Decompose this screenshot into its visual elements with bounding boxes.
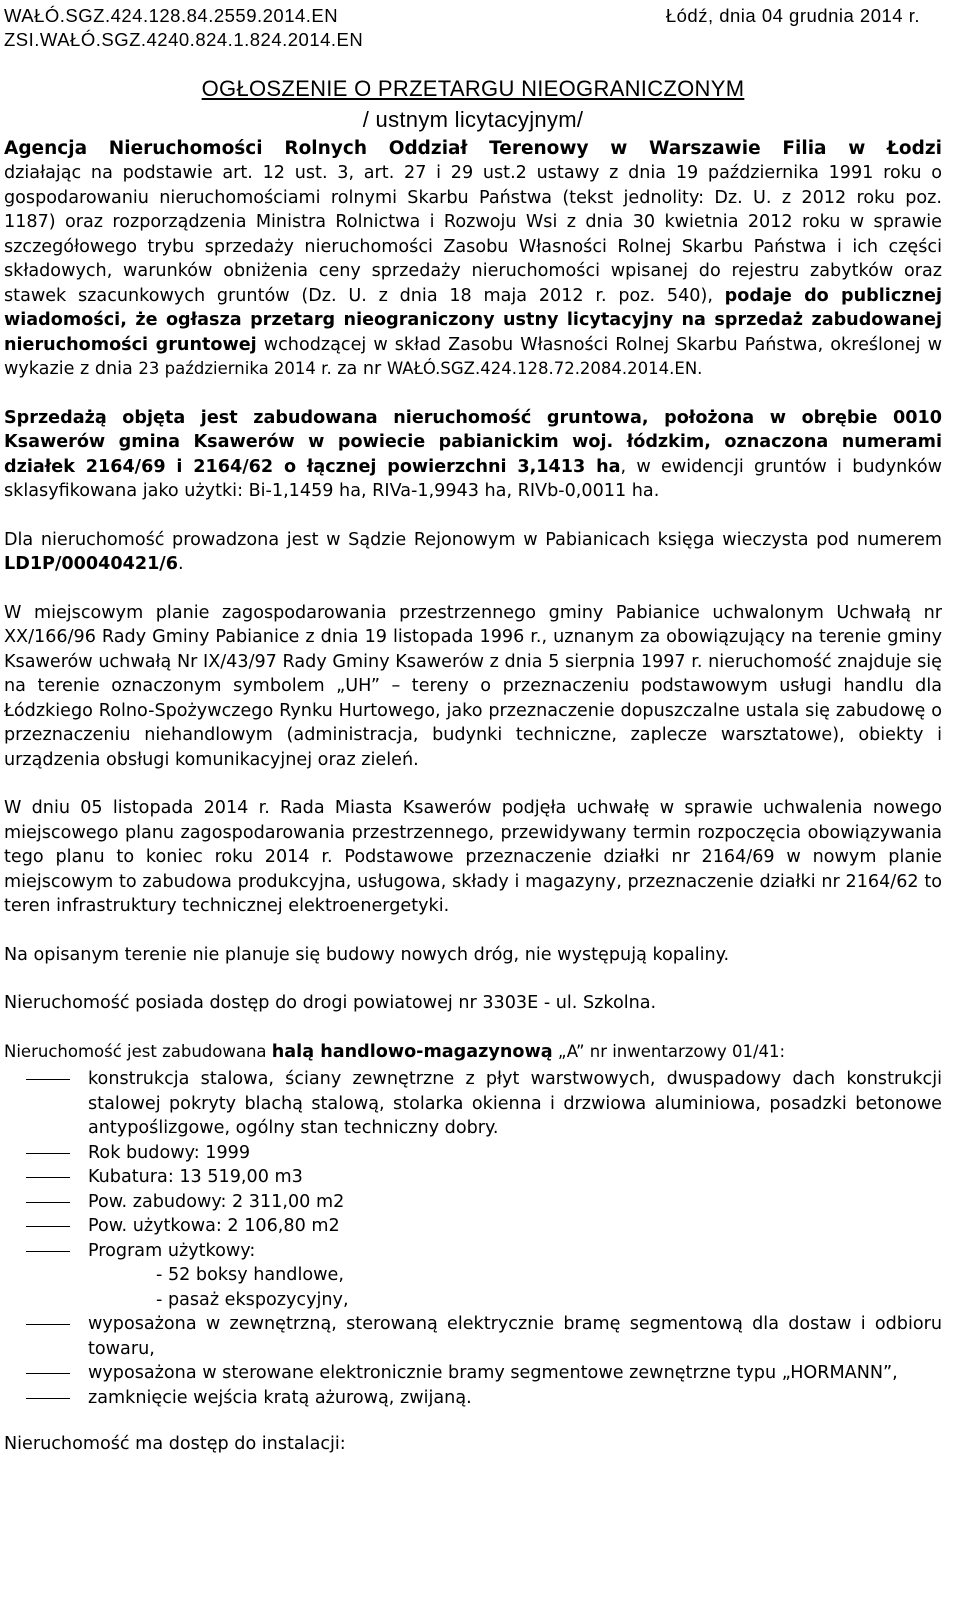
resolution-paragraph: W dniu 05 listopada 2014 r. Rada Miasta Ksawerów podjęła uchwałę w sprawie uchwalenia nowego miejscowego planu zagospodarowania przestrzennego, przewidywany termin rozpoczęcia obowiązywania tego planu to koniec roku 2014 r. Podstawowe przeznaczenie działki nr 2164/69 w nowym planie miejscowym to zabudowa produkcyjna, usługowa, składy i magazyny, przeznaczenie działki nr 2164/62 to teren infrastruktury technicznej elektroenergetyki.: [4, 798, 942, 916]
sale-rest: , w ewidencji gruntów i budynków sklasyfikowana jako użytki: Bi-1,1459 ha, RIVa-1,9943 ha, RIVb-0,0011 ha.: [4, 456, 942, 501]
no-roads-paragraph: Na opisanym terenie nie planuje się budowy nowych dróg, nie występują kopaliny.: [4, 944, 730, 965]
list-item-text: konstrukcja stalowa, ściany zewnętrzne z płyt warstwowych, dwuspadowy dach konstrukcji stalowej pokryty blachą stalową, stolarka okienna i drzwiowa aluminiowa, posadzki betonowe antypoślizgowe, ogólny stan techniczny dobry.: [88, 1069, 942, 1138]
intro-bold: podaje do publicznej wiadomości, że ogłasza przetarg nieograniczony ustny licytacyjny na sprzedaż zabudowanej nieruchomości gruntowej: [4, 285, 942, 355]
list-item: [4, 1386, 942, 1411]
dash-bullet: [26, 1398, 70, 1399]
register-end: .: [177, 554, 184, 574]
list-item: [4, 1361, 942, 1386]
program-sub-item: - 52 boksy handlowe,: [156, 1265, 344, 1285]
sale-bold: Sprzedażą objęta jest zabudowana nieruchomość gruntowa, położona w obrębie 0010 Ksawerów gmina Ksawerów w powiecie pabianickim woj. łódzkim, oznaczona numerami działek 2164/69 i 2164/62 o łącznej powierzchni 3,1413 ha: [4, 407, 942, 477]
dash-bullet: [26, 1226, 70, 1227]
announcement-subtitle: / ustnym licytacyjnym/: [362, 107, 584, 132]
list-item: [4, 1165, 942, 1190]
dash-bullet: [26, 1177, 70, 1178]
list-item-text: wyposażona w zewnętrzną, sterowaną elektrycznie bramę segmentową dla dostaw i odbioru towaru,: [88, 1314, 942, 1359]
document-header: [4, 4, 942, 52]
dash-bullet: [26, 1251, 70, 1252]
land-register-paragraph: [4, 528, 942, 577]
zoning-plan-paragraph: W miejscowym planie zagospodarowania przestrzennego gminy Pabianice uchwalonym Uchwałą nr XX/166/96 Rady Gminy Pabianice z dnia 19 listopada 1996 r., uznanym za obowiązujący na terenie gminy Ksawerów uchwałą Nr IX/43/97 Rady Gminy Ksawerów z dnia 5 sierpnia 1997 r. nieruchomość znajduje się na terenie oznaczonym symbolem „UH” – tereny o przeznaczeniu podstawowym usługi handlu dla Łódzkiego Rolno-Spożywczego Rynku Hurtowego, jako przeznaczenie dopuszczalne ustala się zabudowę o przeznaczeniu niehandlowym (administracja, budynki techniczne, zaplecze warsztatowe), obiekty i urządzenia obsługi komunikacyjnej oraz zieleń.: [4, 602, 942, 770]
building-bold: halą handlowo-magazynową: [271, 1041, 553, 1062]
listing-date: 23 października 2014 r.: [138, 359, 332, 378]
list-item-text: Rok budowy: 1999: [88, 1142, 251, 1163]
list-item-text: Pow. użytkowa: 2 106,80 m2: [88, 1216, 340, 1236]
building-equipment-list: [4, 1312, 942, 1410]
list-item: [4, 1239, 942, 1264]
list-item-text: zamknięcie wejścia kratą ażurową, zwijaną.: [88, 1387, 472, 1408]
register-number: LD1P/00040421/6: [4, 554, 178, 574]
list-item-text: Kubatura: 13 519,00 m3: [88, 1167, 303, 1187]
program-sub-item: - pasaż ekspozycyjny,: [156, 1289, 349, 1310]
listing-ref: WAŁÓ.SGZ.424.128.72.2084.2014.EN.: [386, 359, 703, 378]
list-item: [4, 1214, 942, 1239]
intro-paragraph: [4, 161, 942, 382]
building-paragraph: [4, 1040, 942, 1065]
list-item-text: wyposażona w sterowane elektronicznie bramy segmentowe zewnętrzne typu „HORMANN”,: [88, 1363, 898, 1383]
list-item: [4, 1312, 942, 1361]
building-features-list: [4, 1067, 942, 1263]
sale-paragraph: [4, 406, 942, 504]
intro-text-1: działając na podstawie art. 12 ust. 3, art. 27 i 29 ust.2 ustawy z dnia 19 października 1991 roku o gospodarowaniu nieruchomościami rolnymi Skarbu Państwa (tekst jednolity: Dz. U. z 2012 roku poz. 1187) oraz rozporządzenia Ministra Rolnictwa i Rozwoju Wsi z dnia 30 kwietnia 2012 roku w sprawie szczegółowego trybu sprzedaży nieruchomości Zasobu Własności Rolnej Skarbu Państwa i ich części składowych, warunków obniżenia ceny sprzedaży nieruchomości wpisanej do rejestru zabytków oraz stawek szacunkowych gruntów (Dz. U. z dnia 18 maja 2012 r. poz. 540),: [4, 163, 942, 306]
dash-bullet: [26, 1202, 70, 1203]
building-suffix: „A” nr inwentarzowy 01/41:: [552, 1041, 786, 1061]
list-item-text: Pow. zabudowy: 2 311,00 m2: [88, 1191, 345, 1212]
intro-text-3: za nr: [331, 359, 387, 379]
building-prefix: Nieruchomość jest zabudowana: [4, 1041, 272, 1061]
list-item: [4, 1067, 942, 1141]
list-item: [4, 1141, 942, 1166]
announcement-title: OGŁOSZENIE O PRZETARGU NIEOGRANICZONYM: [201, 76, 745, 101]
dash-bullet: [26, 1079, 70, 1080]
dash-bullet: [26, 1324, 70, 1325]
list-item-text: Program użytkowy:: [88, 1240, 256, 1261]
register-text: Dla nieruchomość prowadzona jest w Sądzie Rejonowym w Pabianicach księga wieczysta pod numerem: [4, 529, 942, 550]
agency-name: Agencja Nieruchomości Rolnych Oddział Terenowy w Warszawie Filia w Łodzi: [4, 138, 942, 159]
road-access-paragraph: Nieruchomość posiada dostęp do drogi powiatowej nr 3303E - ul. Szkolna.: [4, 993, 657, 1013]
installations-paragraph: Nieruchomość ma dostęp do instalacji:: [4, 1434, 346, 1454]
list-item: [4, 1190, 942, 1215]
dash-bullet: [26, 1373, 70, 1374]
document-date: Łódź, dnia 04 grudnia 2014 r.: [665, 5, 920, 26]
intro-text-2: wchodzącej w skład Zasobu Własności Rolnej Skarbu Państwa, określonej w wykazie z dnia: [4, 334, 943, 379]
reference-number-1: WAŁÓ.SGZ.424.128.84.2559.2014.EN: [4, 5, 339, 26]
reference-number-2: ZSI.WAŁÓ.SGZ.4240.824.1.824.2014.EN: [4, 29, 364, 50]
dash-bullet: [26, 1153, 70, 1154]
